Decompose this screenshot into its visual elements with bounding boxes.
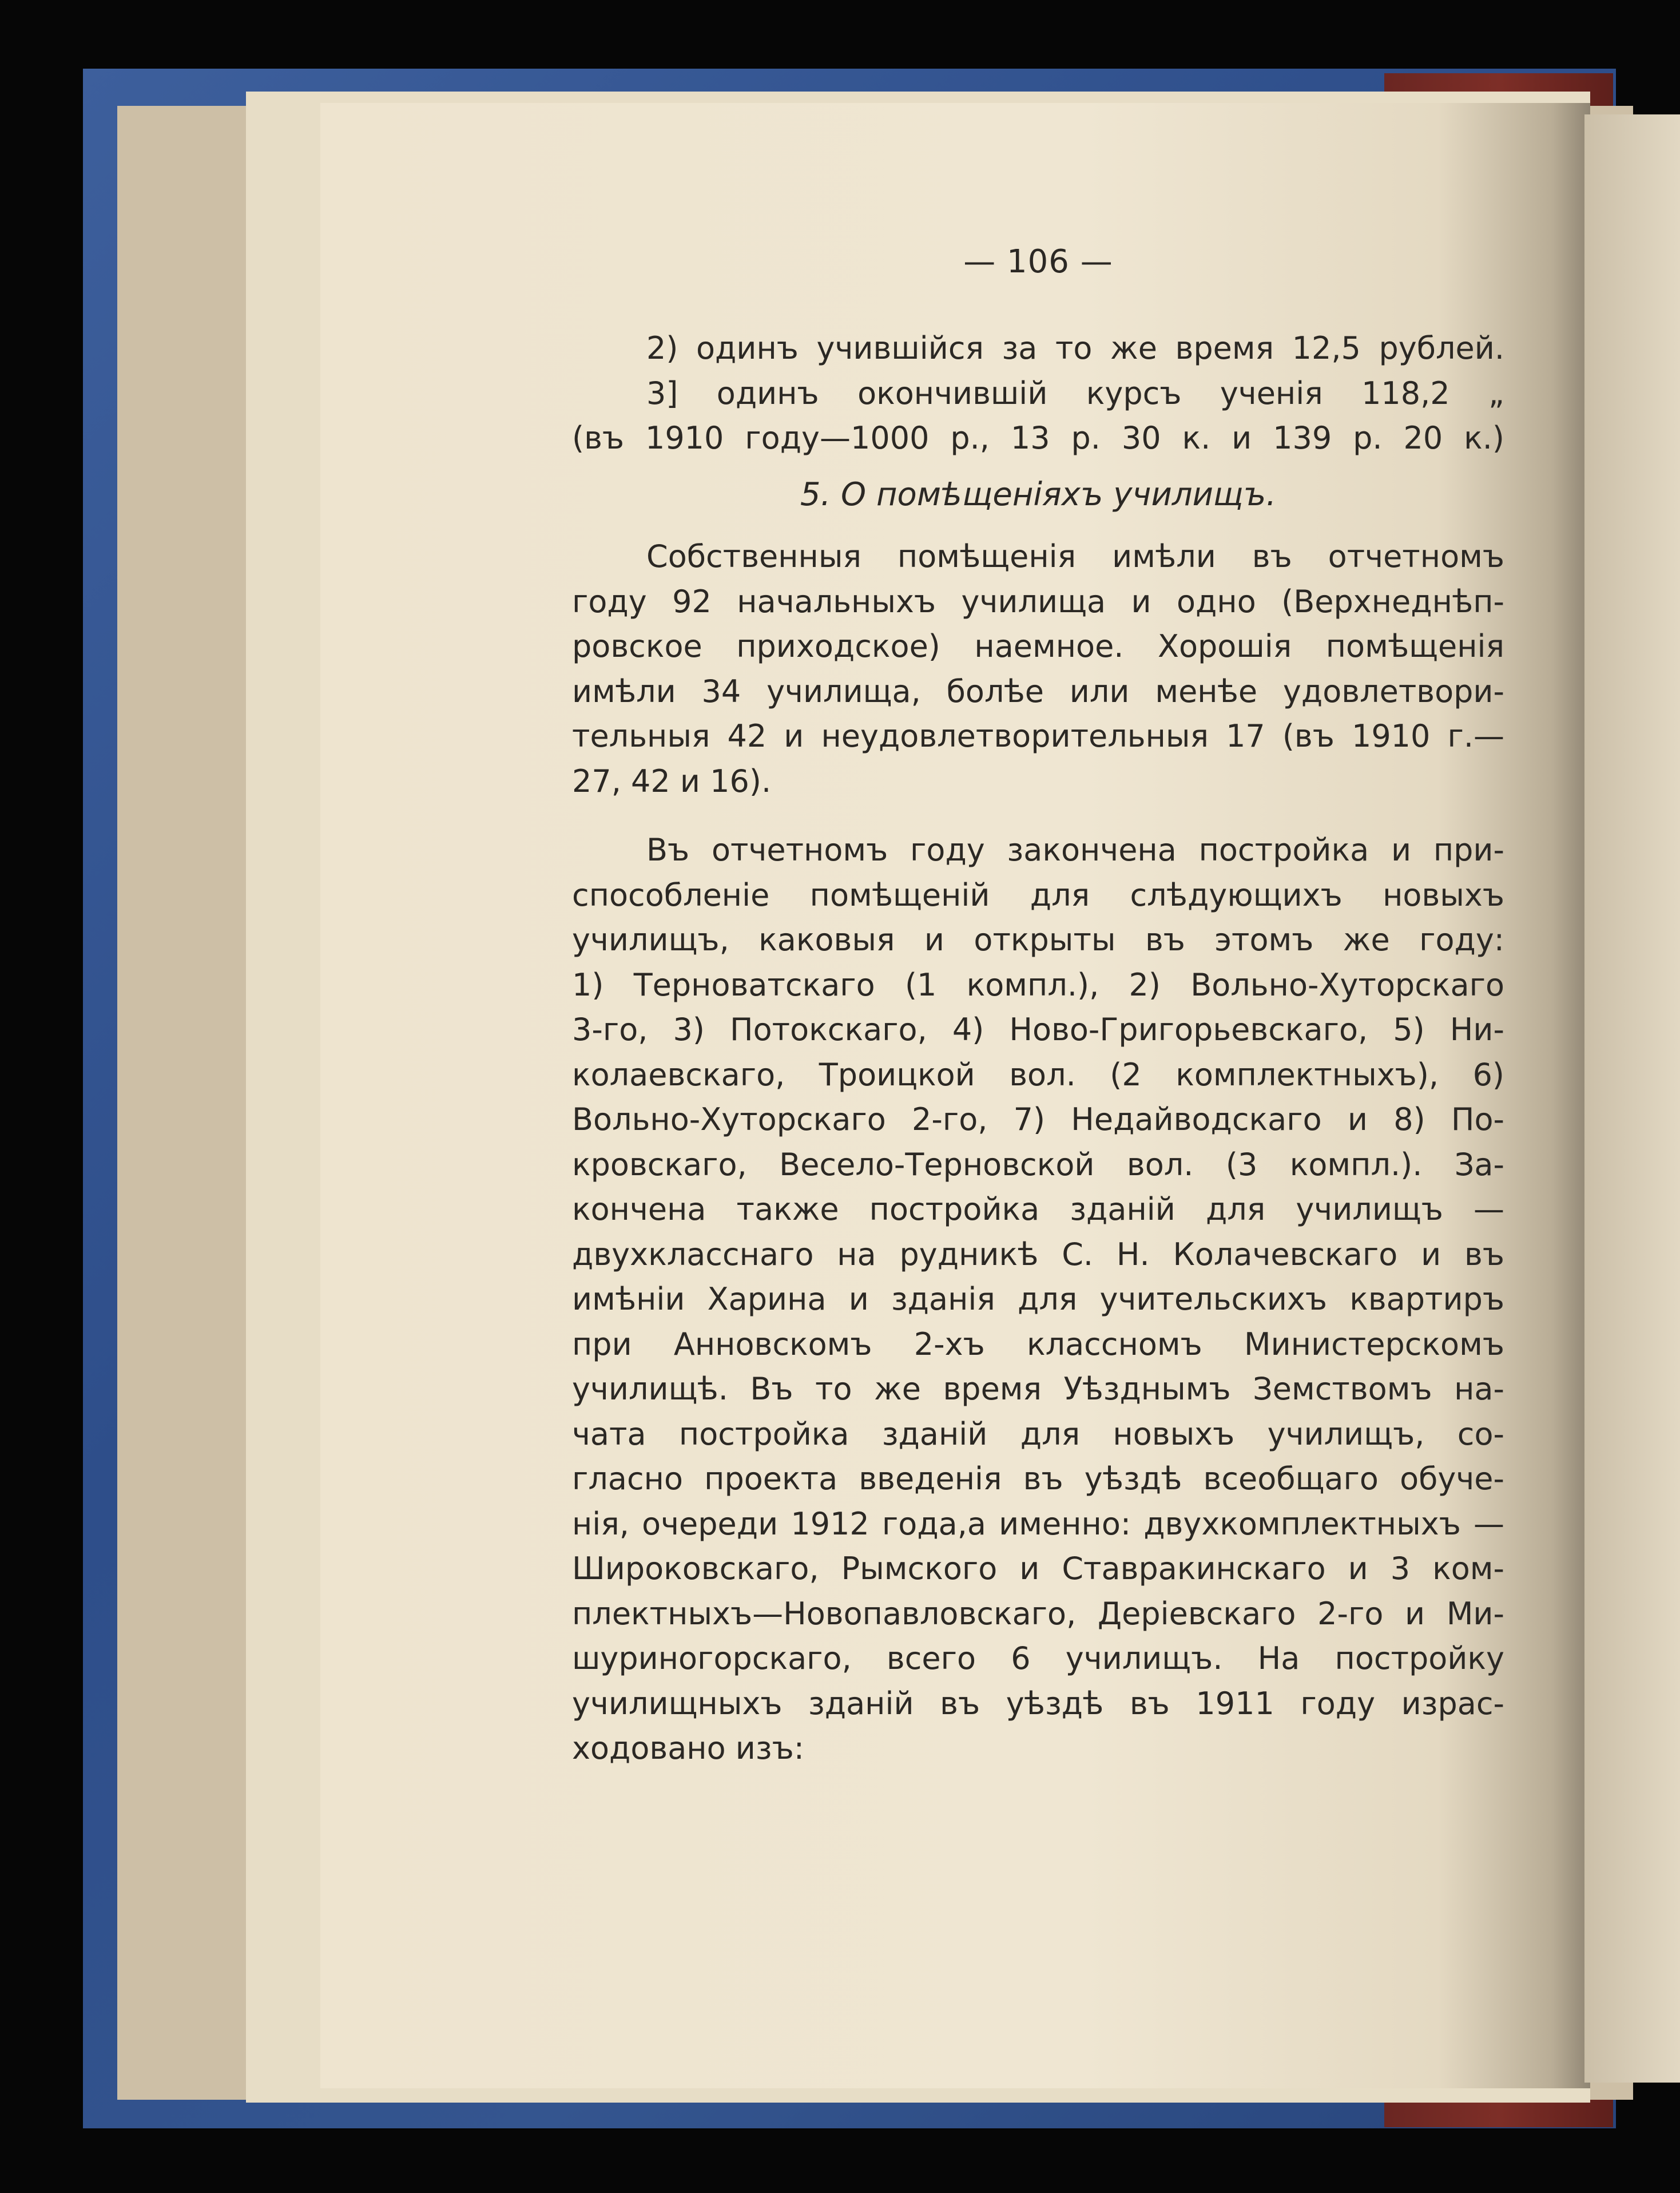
text-line: училищѣ. Въ то же время Уѣзднымъ Земствомъ на- [572, 1371, 1504, 1407]
text-line: 27, 42 и 16). [572, 763, 772, 799]
paragraph-gap [572, 804, 1504, 828]
text-line: кровскаго, Весело-Терновской вол. (3 компл.). За- [572, 1146, 1504, 1183]
text-line: Собственныя помѣщенія имѣли въ отчетномъ [646, 538, 1504, 574]
text-line: училищныхъ зданій въ уѣздѣ въ 1911 году израс- [572, 1685, 1504, 1722]
text-line: способленіе помѣщеній для слѣдующихъ новыхъ [572, 877, 1504, 913]
text-line: чата постройка зданій для новыхъ училищъ, со- [572, 1415, 1504, 1452]
text-line: имѣніи Харина и зданія для учительскихъ квартиръ [572, 1281, 1504, 1317]
text-line: (въ 1910 году—1000 р., 13 р. 30 к. и 139 р. 20 к.) [572, 420, 1504, 456]
text-line: Въ отчетномъ году закончена постройка и при- [646, 832, 1504, 868]
section-heading: 5. О помѣщеніяхъ училищъ. [800, 475, 1277, 513]
text-line: ходовано изъ: [572, 1730, 804, 1766]
text-line: Широковскаго, Рымского и Ставракинскаго и 3 ком- [572, 1550, 1504, 1587]
text-line: 3] одинъ окончившій курсъ ученія 118,2 „ [646, 375, 1504, 411]
text-line: имѣли 34 училища, болѣе или менѣе удовлетвори- [572, 673, 1504, 709]
text-line: гласно проекта введенія въ уѣздѣ всеобщаго обуче- [572, 1461, 1504, 1497]
text-line: 3-го, 3) Потокскаго, 4) Ново-Григорьевскаго, 5) Ни- [572, 1012, 1504, 1048]
text-line: шуриногорскаго, всего 6 училищъ. На постройку [572, 1640, 1504, 1676]
text-line: кончена также постройка зданій для училищъ — [572, 1191, 1504, 1227]
text-line: колаевскаго, Троицкой вол. (2 комплектныхъ), 6) [572, 1056, 1504, 1093]
text-lines [572, 326, 1504, 1771]
text-line: двухкласснаго на рудникѣ С. Н. Колачевскаго и въ [572, 1236, 1504, 1272]
text-line: плектныхъ—Новопавловскаго, Деріевскаго 2-го и Ми- [572, 1595, 1504, 1632]
text-line: ровское приходское) наемное. Хорошія помѣщенія [572, 628, 1504, 664]
text-line: нія, очереди 1912 года,а именно: двухкомплектныхъ — [572, 1505, 1504, 1542]
text-line: при Анновскомъ 2-хъ классномъ Министерскомъ [572, 1326, 1504, 1362]
text-line: 2) одинъ учившійся за то же время 12,5 рублей. [646, 330, 1504, 366]
text-line: году 92 начальныхъ училища и одно (Верхнеднѣп- [572, 583, 1504, 620]
text-line: тельныя 42 и неудовлетворительныя 17 (въ 1910 г.— [572, 718, 1504, 754]
text-line: Вольно-Хуторскаго 2-го, 7) Недайводскаго и 8) По- [572, 1101, 1504, 1137]
page-number: — 106 — [963, 243, 1113, 280]
text-line: училищъ, каковыя и открыты въ этомъ же году: [572, 922, 1504, 958]
text-line: 1) Терноватскаго (1 компл.), 2) Вольно-Хуторскаго [572, 966, 1504, 1003]
facing-page-edge [1584, 114, 1680, 2083]
